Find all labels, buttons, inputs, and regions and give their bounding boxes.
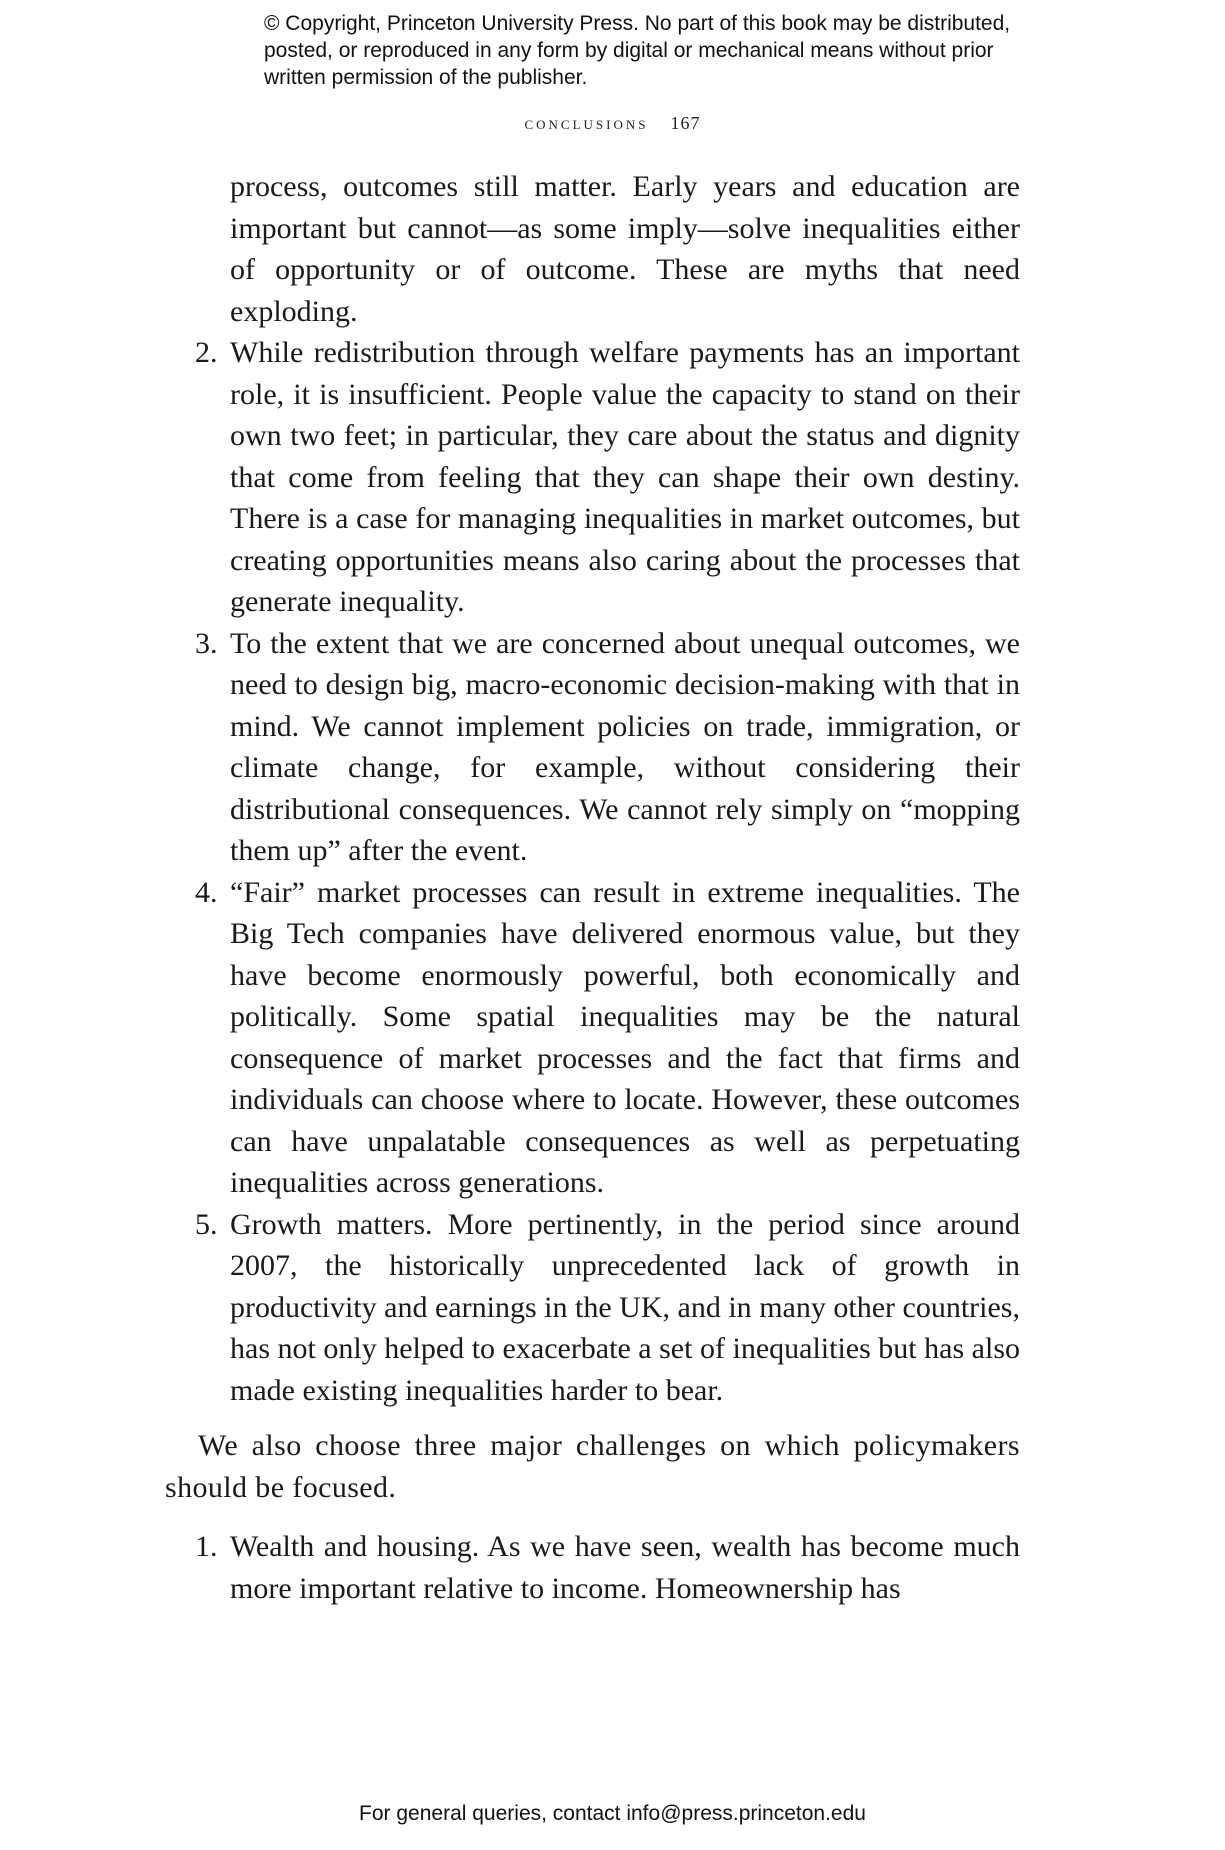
list-item-number: 5.	[195, 1207, 218, 1241]
list-item	[0, 623, 1020, 872]
list-item	[0, 332, 1020, 623]
list-item-number: 1.	[195, 1530, 218, 1563]
running-head-section: conclusions	[524, 113, 649, 133]
list-item-number: 3.	[195, 626, 218, 660]
running-head	[0, 113, 1225, 134]
page-body	[0, 166, 1225, 1609]
challenges-intro-paragraph: We also choose three major challenges on which policymakers should be focused.	[165, 1429, 1020, 1504]
copyright-notice: © Copyright, Princeton University Press. No part of this book may be distributed, posted, or reproduced in any form by digital or mechanical means without prior written permission of the publisher.	[264, 12, 1011, 89]
list-item	[0, 1204, 1020, 1412]
list-item-number: 4.	[195, 875, 218, 909]
list-item-number: 2.	[195, 336, 218, 369]
list-item-text: Wealth and housing. As we have seen, wealth has become much more important relative to income. Homeownership has	[230, 1530, 1020, 1605]
list-item-text: To the extent that we are concerned about unequal outcomes, we need to design big, macro-economic decision-making with that in mind. We cannot implement policies on trade, immigration, or climate change, for example, without considering their distributional consequences. We cannot rely simply on “mopping them up” after the event.	[230, 626, 1020, 867]
challenges-list	[0, 1526, 1225, 1609]
list-item-text: While redistribution through welfare payments has an important role, it is insufficient. People value the capacity to stand on their own two feet; in particular, they care about the status and dignity that come from feeling that they can shape their own destiny. There is a case for managing inequalities in market outcomes, but creating opportunities means also caring about the processes that generate inequality.	[230, 336, 1020, 618]
footer-contact: For general queries, contact info@press.princeton.edu	[359, 1802, 866, 1825]
list-item-text: Growth matters. More pertinently, in the period since around 2007, the historically unprecedented lack of growth in productivity and earnings in the UK, and in many other countries, has not only helped to exacerbate a set of inequalities but has also made existing inequalities harder to bear.	[230, 1207, 1020, 1407]
page-number: 167	[670, 113, 701, 133]
lessons-list	[0, 332, 1225, 1411]
list-item	[0, 1526, 1020, 1609]
continued-list-item-text: process, outcomes still matter. Early years and education are important but cannot—as some imply—solve inequalities either of opportunity or of outcome. These are myths that need exploding.	[230, 170, 1020, 328]
list-item-text: “Fair” market processes can result in extreme inequalities. The Big Tech companies have delivered enormous value, but they have become enormously powerful, both economically and politically. Some spatial inequalities may be the natural consequence of market processes and the fact that firms and individuals can choose where to locate. However, these outcomes can have unpalatable consequences as well as perpetuating inequalities across generations.	[230, 875, 1020, 1199]
list-item	[0, 872, 1020, 1204]
